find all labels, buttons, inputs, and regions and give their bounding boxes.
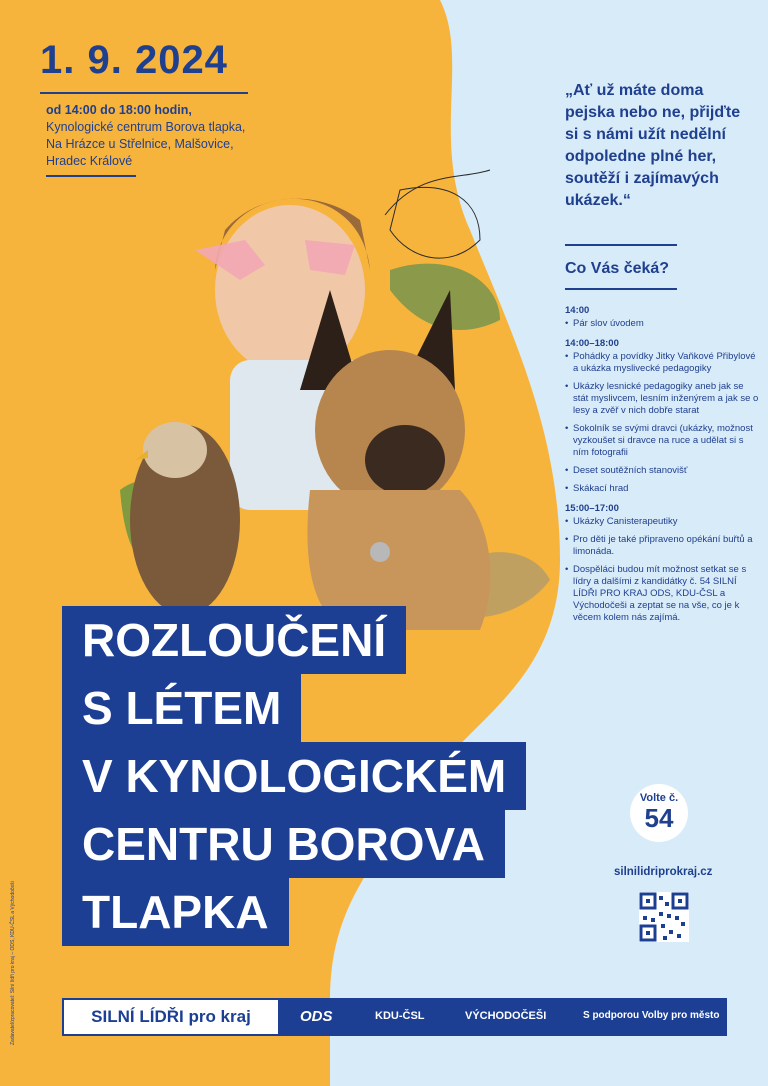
program-item: • Ukázky Canisterapeutiky xyxy=(565,516,760,528)
program-item: • Skákací hrad xyxy=(565,483,760,495)
footer-bar xyxy=(62,998,727,1036)
program-time: 15:00–17:00 xyxy=(565,503,619,514)
program-item: • Dospěláci budou mít možnost setkat se s lídry a dalšími z kandidátky č. 54 SILNÍ LÍDŘI PRO KRAJ ODS, KDU-ČSL a Východočeši a zeptat se na vše, co je k věcem kolem nás zajímá. xyxy=(565,564,760,624)
event-location-1: Kynologické centrum Borova tlapka, xyxy=(46,120,246,134)
program-item: • Pár slov úvodem xyxy=(565,318,760,330)
title-line-5: TLAPKA xyxy=(62,878,289,946)
program-item: • Pohádky a povídky Jitky Vaňkové Přibylové a ukázka myslivecké pedagogiky xyxy=(565,351,760,375)
photo-girl-dog-hawk xyxy=(120,160,560,630)
program-item: • Ukázky lesnické pedagogiky aneb jak se stát myslivcem, lesním inženýrem a jak se o lesy a zvěř v nich dobře starat xyxy=(565,381,760,417)
invitation-quote: „Ať už máte doma pejska nebo ne, přijďte si s námi užít nedělní odpoledne plné her, soutěží i zajímavých ukázek.“ xyxy=(565,82,741,209)
event-date: 1. 9. 2024 xyxy=(40,38,228,82)
imprint xyxy=(10,881,22,1045)
title-line-3: V KYNOLOGICKÉM xyxy=(62,742,526,810)
program-time: 14:00–18:00 xyxy=(565,338,619,349)
title-line-4: CENTRU BOROVA xyxy=(62,810,505,878)
event-location-2: Na Hrázce u Střelnice, Malšovice, xyxy=(46,137,234,151)
website-link[interactable]: silnilidriprokraj.cz xyxy=(614,866,713,878)
event-location-3: Hradec Králové xyxy=(46,154,133,168)
ods-logo-icon: ODS xyxy=(300,1008,333,1025)
program-item: • Pro děti je také připraveno opékání buřtů a limonáda. xyxy=(565,534,760,558)
qr-code-icon[interactable] xyxy=(639,892,689,942)
program-time: 14:00 xyxy=(565,305,590,316)
imprint-text: Zadavatel/zpracovatel: Silní lídři pro kraj – ODS, KDU-ČSL a Východočeši xyxy=(10,881,16,1045)
partner-logos xyxy=(280,998,727,1036)
vote-number: 54 xyxy=(644,803,674,833)
brand-label: SILNÍ LÍDŘI pro kraj xyxy=(62,998,280,1036)
kdu-logo-icon: KDU-ČSL xyxy=(375,1010,425,1022)
date-divider xyxy=(40,92,248,94)
event-hours: od 14:00 do 18:00 hodin, xyxy=(46,103,192,117)
program-item: • Sokolník se svými dravci (ukázky, možnost vyzkoušet si dravce na ruce a udělat si s ním fotografii xyxy=(565,423,760,459)
title-line-1: ROZLOUČENÍ xyxy=(62,606,406,674)
event-title xyxy=(62,606,526,946)
program-item: • Deset soutěžních stanovišť xyxy=(565,465,760,477)
heading-divider xyxy=(565,288,677,290)
quote-divider xyxy=(565,244,677,246)
vychodocesi-logo: VÝCHODOČEŠI xyxy=(465,1010,547,1022)
program-slot xyxy=(565,503,760,624)
vote-badge xyxy=(630,784,688,842)
program-heading: Co Vás čeká? xyxy=(565,260,670,277)
program-slot xyxy=(565,338,760,495)
title-line-2: S LÉTEM xyxy=(62,674,301,742)
program-list xyxy=(565,305,760,632)
program-slot xyxy=(565,305,760,330)
vote-label: Volte č. xyxy=(639,792,679,804)
support-label: S podporou Volby pro město xyxy=(583,1010,720,1021)
